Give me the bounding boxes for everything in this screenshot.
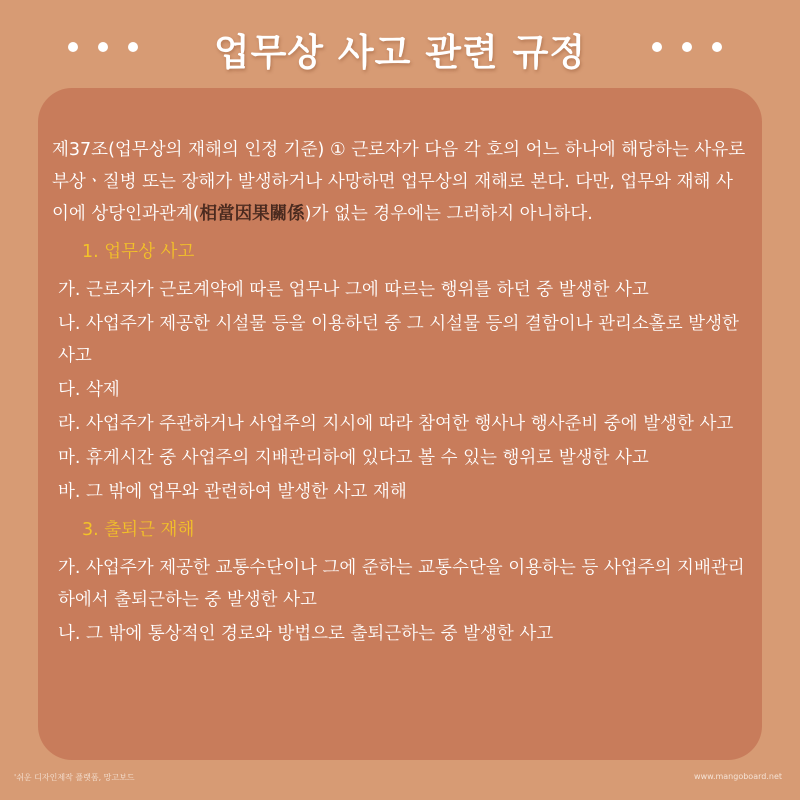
decorative-dots-right xyxy=(652,42,722,52)
article-body-after: )가 없는 경우에는 그러하지 아니하다. xyxy=(304,204,593,224)
list-item: 나. 사업주가 제공한 시설물 등을 이용하던 중 그 시설물 등의 결함이나 관리소홀로 발생한 사고 xyxy=(58,314,739,366)
section-title-commute-accident: 3. 출퇴근 재해 xyxy=(82,520,195,540)
page-title: 업무상 사고 관련 규정 xyxy=(213,31,587,74)
header xyxy=(0,0,800,88)
list-item: 라. 사업주가 주관하거나 사업주의 지시에 따라 참여한 행사나 행사준비 중에 발생한 사고 xyxy=(58,414,734,434)
footer-credit: '쉬운 디자인제작 플랫폼, 망고보드 xyxy=(14,773,135,782)
section-title-work-accident: 1. 업무상 사고 xyxy=(82,242,195,262)
list-item: 마. 휴게시간 중 사업주의 지배관리하에 있다고 볼 수 있는 행위로 발생한 사고 xyxy=(58,448,649,468)
article-paragraph xyxy=(52,134,748,230)
list-item: 다. 삭제 xyxy=(58,380,120,400)
list-item: 나. 그 밖에 통상적인 경로와 방법으로 출퇴근하는 중 발생한 사고 xyxy=(58,624,554,644)
dot-icon xyxy=(652,42,662,52)
dot-icon xyxy=(682,42,692,52)
article-heading: 제37조(업무상의 재해의 인정 기준) xyxy=(52,140,325,160)
list-item: 가. 근로자가 근로계약에 따른 업무나 그에 따르는 행위를 하던 중 발생한 사고 xyxy=(58,280,649,300)
footer-url: www.mangoboard.net xyxy=(694,772,782,781)
article-hanja: 相當因果關係 xyxy=(199,204,305,224)
article-body-before: ① 근로자가 다음 각 호의 어느 하나에 해당하는 사유로 부상ㆍ질병 또는 장해가 발생하거나 사망하면 업무상의 재해로 본다. 다만, 업무와 재해 사이에 상당인과관계( xyxy=(52,140,746,224)
list-item: 바. 그 밖에 업무와 관련하여 발생한 사고 재해 xyxy=(58,482,407,502)
list-item: 가. 사업주가 제공한 교통수단이나 그에 준하는 교통수단을 이용하는 등 사업주의 지배관리하에서 출퇴근하는 중 발생한 사고 xyxy=(58,558,745,610)
dot-icon xyxy=(712,42,722,52)
content-panel xyxy=(38,88,762,760)
